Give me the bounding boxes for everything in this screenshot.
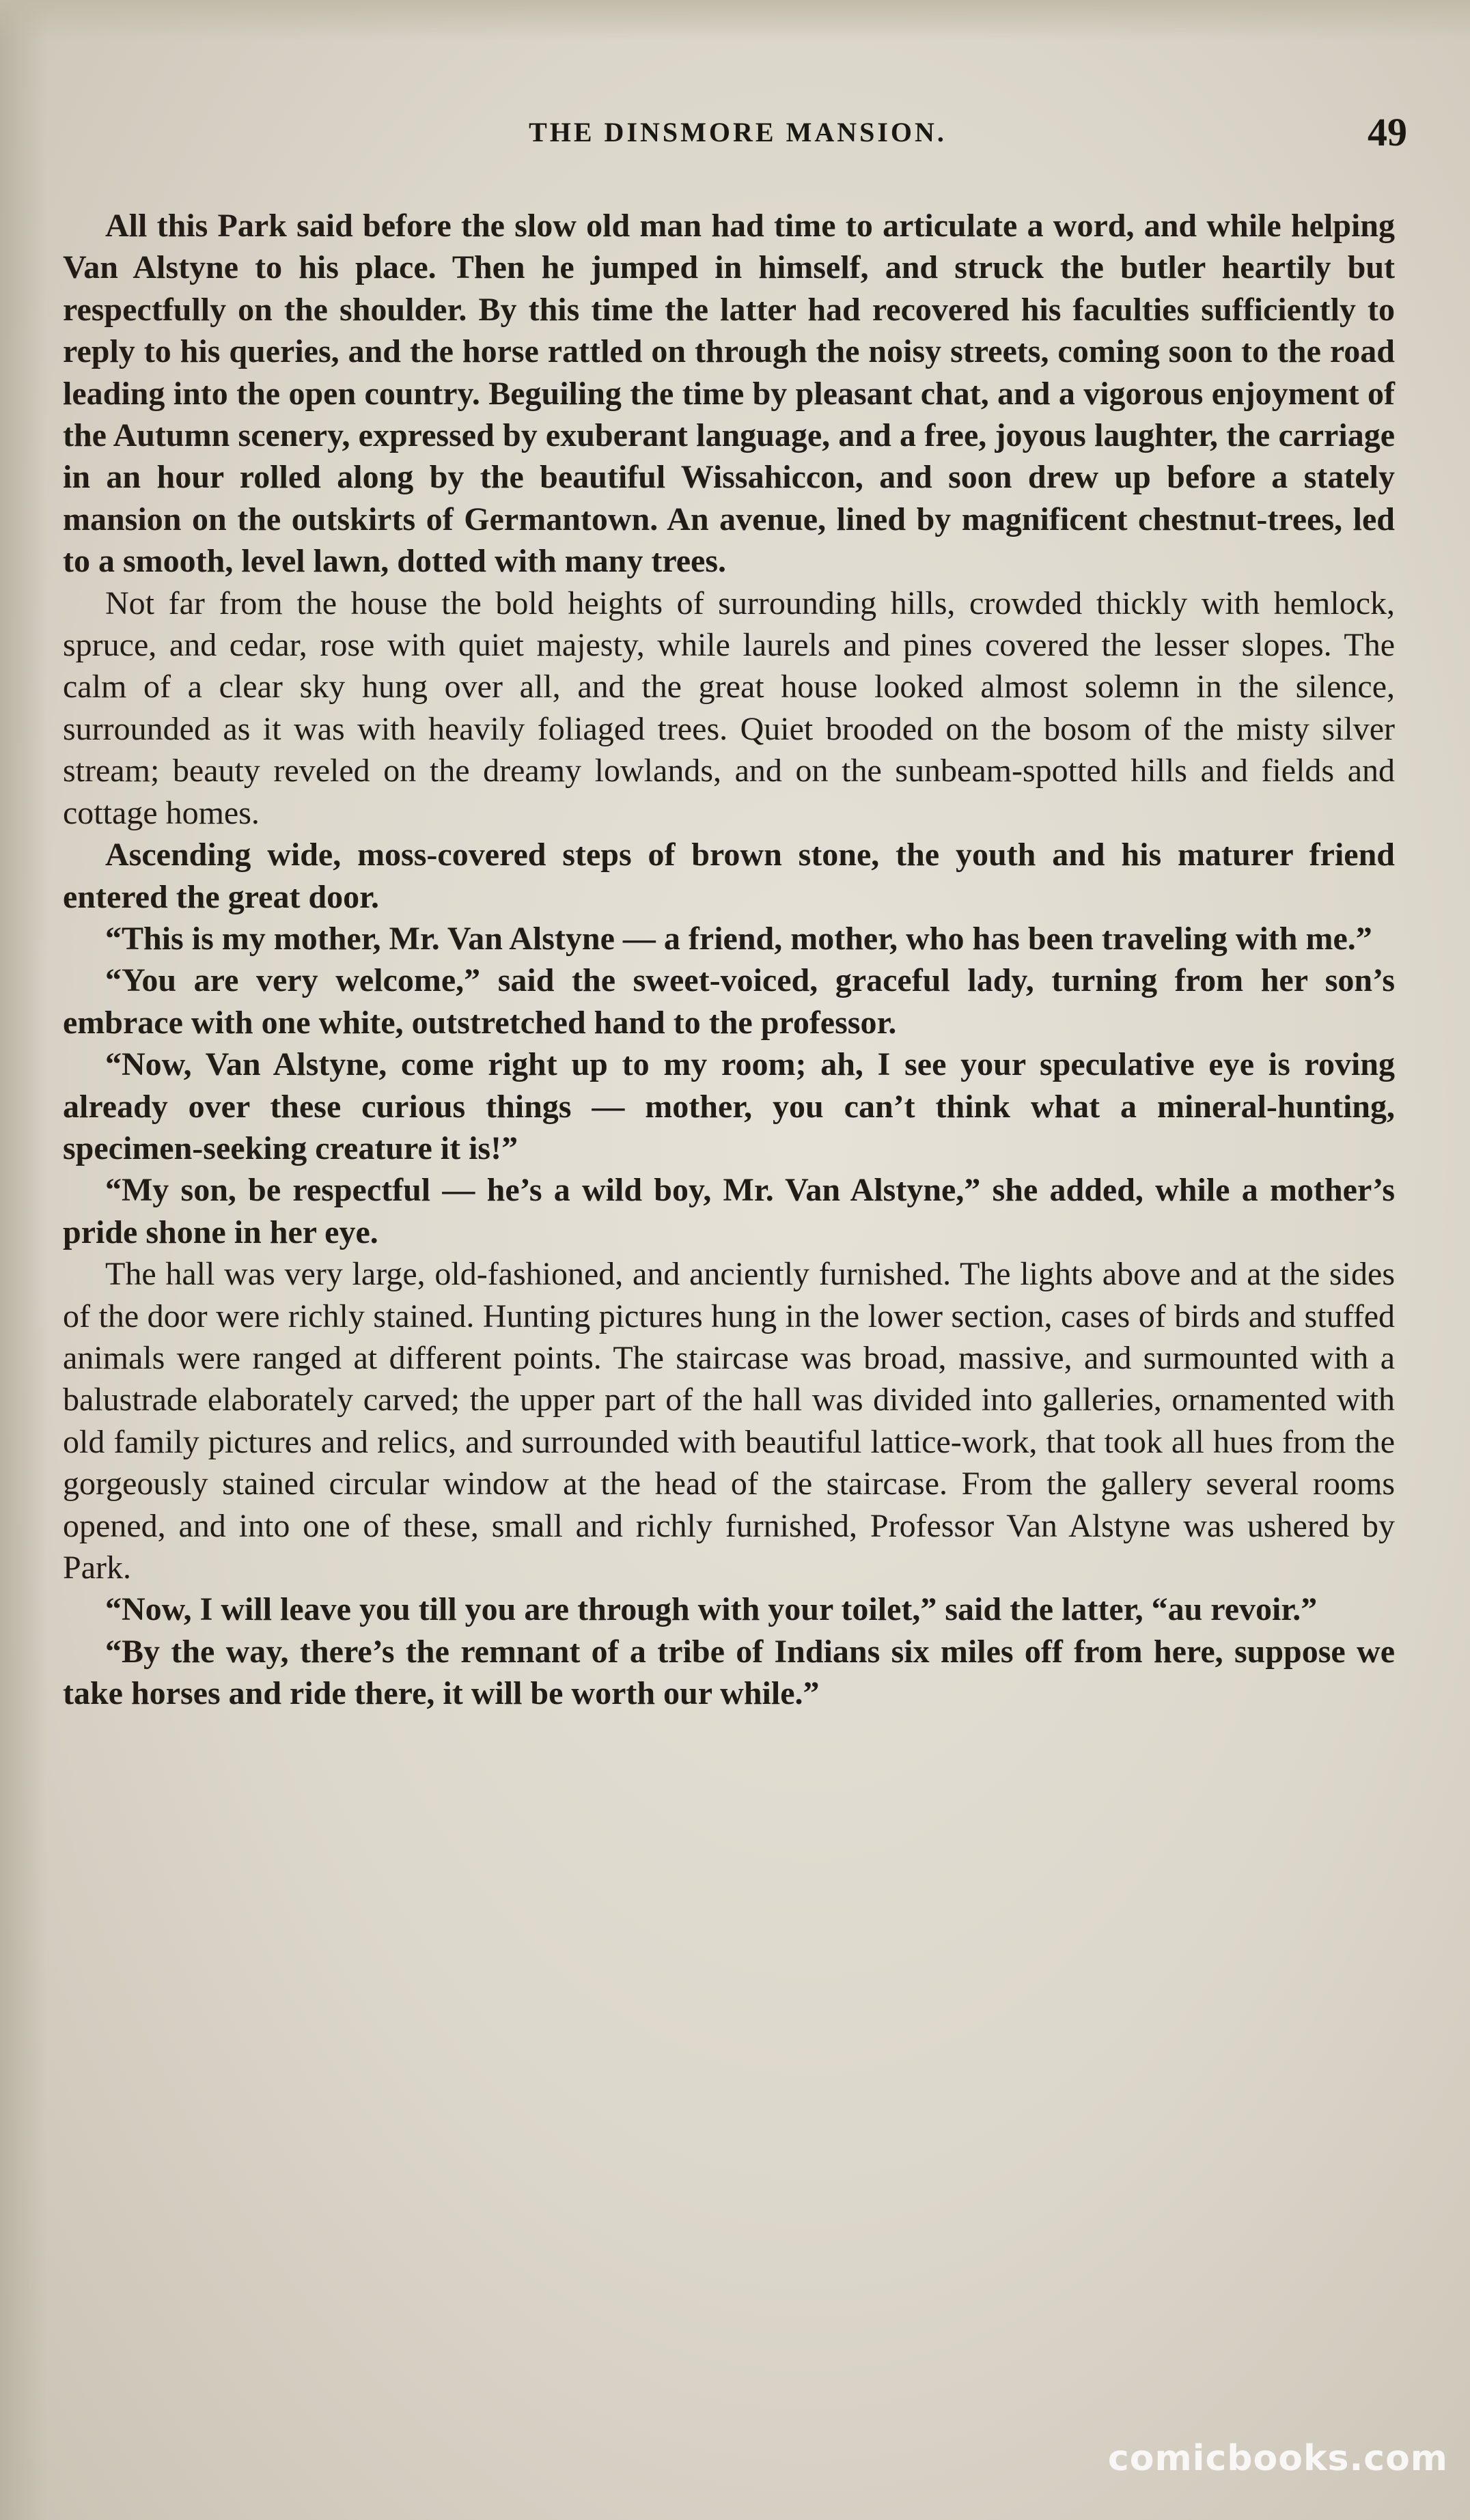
- paragraph-6: “Now, Van Alstyne, come right up to my room; ah, I see your speculative eye is roving already over these curious things — mother, you can’t think what a mineral-hunting, specimen-seeking creature it is!”: [63, 1046, 1395, 1166]
- page-number: 49: [1368, 110, 1407, 154]
- paragraph-4: “This is my mother, Mr. Van Alstyne — a friend, mother, who has been traveling with me.”: [105, 920, 1372, 957]
- paragraph-9: “Now, I will leave you till you are through with your toilet,” said the latter, “au revoir.”: [105, 1591, 1318, 1628]
- paragraph-10: “By the way, there’s the remnant of a tribe of Indians six miles off from here, suppose we take horses and ride there, it will be worth our while.”: [63, 1633, 1395, 1712]
- paragraph-8: The hall was very large, old-fashioned, and anciently furnished. The lights above and at the sides of the door were richly stained. Hunting pictures hung in the lower section, cases of birds and stuffed animals were ranged at different points. The staircase was broad, massive, and surmounted with a balustrade elaborately carved; the upper part of the hall was divided into galleries, ornamented with old family pictures and relics, and surrounded with beautiful lattice-work, that took all hues from the gorgeously stained circular window at the head of the staircase. From the gallery several rooms opened, and into one of these, small and richly furnished, Professor Van Alstyne was ushered by Park.: [63, 1256, 1395, 1586]
- paragraph-1: All this Park said before the slow old man had time to articulate a word, and while helping Van Alstyne to his place. Then he jumped in himself, and struck the butler heartily but respectfully on the shoulder. By this time the latter had recovered his faculties sufficiently to reply to his queries, and the horse rattled on through the noisy streets, coming soon to the road leading into the open country. Beguiling the time by pleasant chat, and a vigorous enjoyment of the Autumn scenery, expressed by exuberant language, and a free, joyous laughter, the carriage in an hour rolled along by the beautiful Wissahiccon, and soon drew up before a stately mansion on the outskirts of Germantown. An avenue, lined by magnificent chestnut-trees, led to a smooth, level lawn, dotted with many trees.: [63, 208, 1395, 580]
- paragraph-2: Not far from the house the bold heights of surrounding hills, crowded thickly with hemlock, spruce, and cedar, rose with quiet majesty, while laurels and pines covered the lesser slopes. The calm of a clear sky hung over all, and the great house looked almost solemn in the silence, surrounded as it was with heavily foliaged trees. Quiet brooded on the bosom of the misty silver stream; beauty reveled on the dreamy lowlands, and on the sunbeam-spotted hills and fields and cottage homes.: [63, 585, 1395, 831]
- page-edge-shadow-top: [0, 0, 1470, 41]
- paragraph-5: “You are very welcome,” said the sweet-voiced, graceful lady, turning from her son’s embrace with one white, outstretched hand to the professor.: [63, 962, 1395, 1041]
- running-title: THE DINSMORE MANSION.: [529, 117, 947, 148]
- watermark: comicbooks.com: [1107, 2438, 1448, 2479]
- paragraph-3: Ascending wide, moss-covered steps of brown stone, the youth and his maturer friend entered the great door.: [63, 837, 1395, 915]
- body-text: [63, 205, 1395, 1715]
- page-edge-shadow-left: [0, 0, 48, 2520]
- paragraph-7: “My son, be respectful — he’s a wild boy, Mr. Van Alstyne,” she added, while a mother’s pride shone in her eye.: [63, 1172, 1395, 1250]
